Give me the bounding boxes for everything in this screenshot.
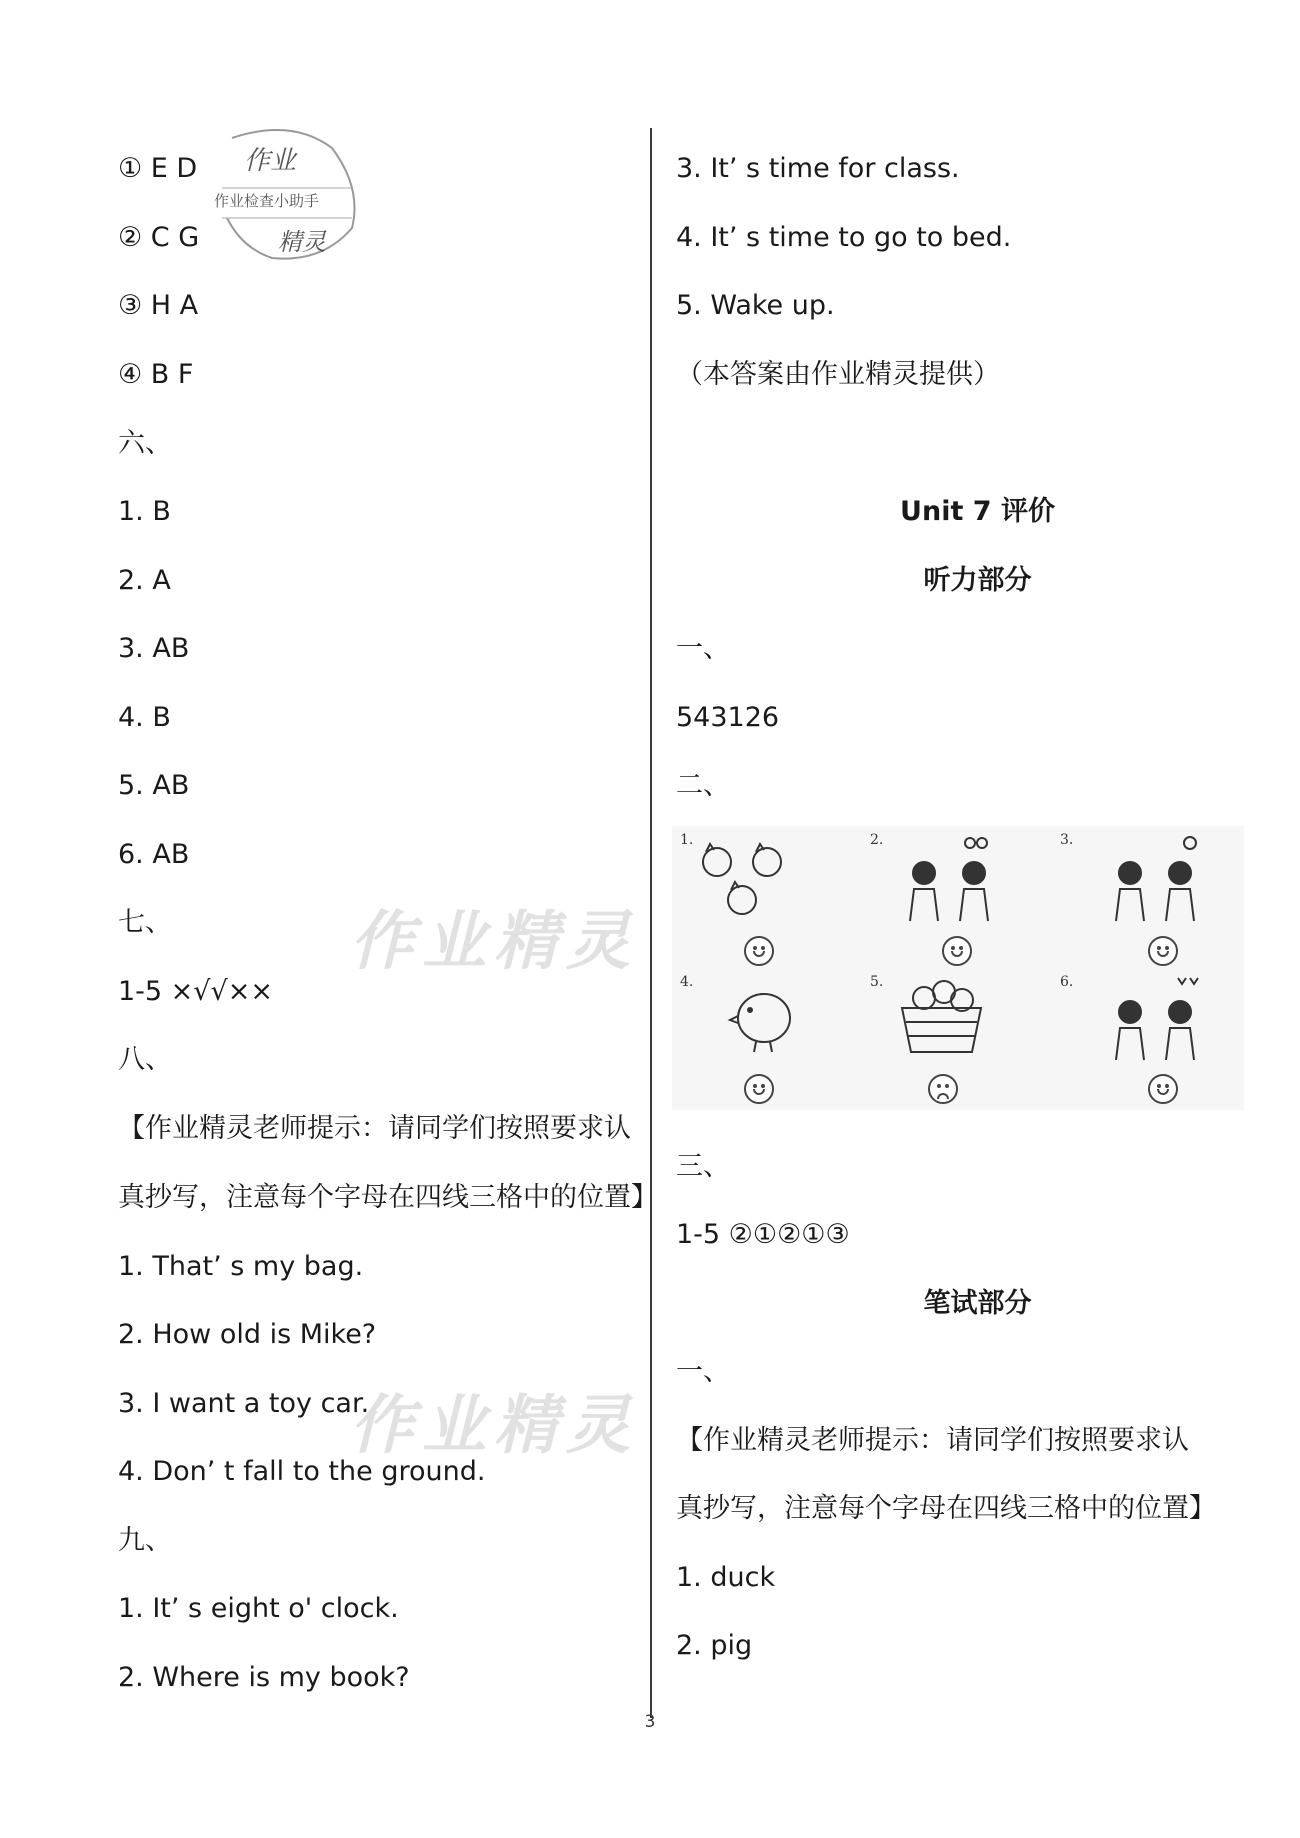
picture-cell-6 [1052, 968, 1242, 1110]
cat-icon [692, 834, 802, 924]
answer-line: ③ H A [118, 290, 199, 321]
answer-line: 5. Wake up. [676, 290, 835, 321]
sad-face-icon [928, 1074, 958, 1104]
listening-heading: 听力部分 [923, 565, 1032, 596]
answer-line: 1-5 ×√√×× [118, 976, 273, 1007]
answer-line: 2. Where is my book? [118, 1662, 410, 1693]
teacher-hint: 【作业精灵老师提示：请同学们按照要求认 [118, 1113, 631, 1144]
answer-line: 543126 [676, 702, 780, 733]
smiley-face-icon [1148, 1074, 1178, 1104]
answer-line: 5. AB [118, 770, 190, 801]
answer-line: 3. AB [118, 633, 190, 664]
picture-cell-3 [1052, 826, 1242, 968]
stamp-text-top: 作业 [244, 146, 297, 176]
smiley-face-icon [744, 936, 774, 966]
smiley-face-icon [744, 1074, 774, 1104]
section-heading: 九、 [118, 1525, 172, 1556]
section-heading: 二、 [676, 770, 730, 801]
answer-line: ② C G [118, 222, 200, 253]
cell-number: 1. [680, 832, 694, 848]
cell-number: 6. [1060, 974, 1074, 990]
cell-number: 5. [870, 974, 884, 990]
picture-cell-1 [672, 826, 862, 968]
stamp-text-bottom: 精灵 [278, 228, 326, 256]
watermark-text-2: 作业精灵 [350, 1388, 638, 1463]
cell-number: 4. [680, 974, 694, 990]
answer-line: 1. That’ s my bag. [118, 1251, 364, 1282]
unit-title: Unit 7 评价 [900, 496, 1055, 527]
answer-line: ① E D [118, 153, 198, 184]
answer-line: 6. AB [118, 839, 190, 870]
fruit-basket-icon [894, 974, 989, 1059]
section-heading: 一、 [676, 633, 730, 664]
answer-line: 3. I want a toy car. [118, 1388, 370, 1419]
answer-line: 1. It’ s eight o' clock. [118, 1593, 399, 1624]
source-note: （本答案由作业精灵提供） [676, 359, 1000, 390]
column-divider [650, 128, 652, 1718]
picture-cell-4 [672, 968, 862, 1110]
section-heading: 八、 [118, 1044, 172, 1075]
answer-line: ④ B F [118, 359, 194, 390]
answer-line: 4. It’ s time to go to bed. [676, 222, 1012, 253]
answer-line: 2. A [118, 565, 171, 596]
answer-line: 2. How old is Mike? [118, 1319, 377, 1350]
page-number: 3 [644, 1712, 656, 1732]
cell-number: 2. [870, 832, 884, 848]
section-heading: 一、 [676, 1356, 730, 1387]
picture-cell-2 [862, 826, 1052, 968]
answer-line: 3. It’ s time for class. [676, 153, 960, 184]
section-heading: 六、 [118, 428, 172, 459]
answer-line: 2. pig [676, 1630, 753, 1661]
teacher-hint: 真抄写，注意每个字母在四线三格中的位置】 [676, 1493, 1216, 1524]
smiley-face-icon [942, 936, 972, 966]
teacher-hint: 真抄写，注意每个字母在四线三格中的位置】 [118, 1182, 658, 1213]
listening-picture-grid [672, 826, 1244, 1110]
writing-heading: 笔试部分 [923, 1288, 1032, 1319]
cell-number: 3. [1060, 832, 1074, 848]
picture-cell-5 [862, 968, 1052, 1110]
answer-line: 4. B [118, 702, 171, 733]
answer-line: 1. duck [676, 1562, 776, 1593]
smiley-face-icon [1148, 936, 1178, 966]
chick-icon [724, 978, 804, 1058]
section-heading: 三、 [676, 1151, 730, 1182]
children-talking-icon [1108, 831, 1218, 926]
answer-line: 1-5 ②①②①③ [676, 1219, 850, 1250]
watermark-text-1: 作业精灵 [350, 904, 638, 979]
answer-line: 1. B [118, 496, 171, 527]
stamp-text-mid: 作业检查小助手 [214, 192, 320, 210]
watermark-stamp [212, 118, 364, 268]
section-heading: 七、 [118, 907, 172, 938]
teacher-hint: 【作业精灵老师提示：请同学们按照要求认 [676, 1425, 1189, 1456]
children-talking-icon [902, 831, 1012, 926]
children-talking-icon [1108, 968, 1218, 1063]
answer-line: 4. Don’ t fall to the ground. [118, 1456, 486, 1487]
